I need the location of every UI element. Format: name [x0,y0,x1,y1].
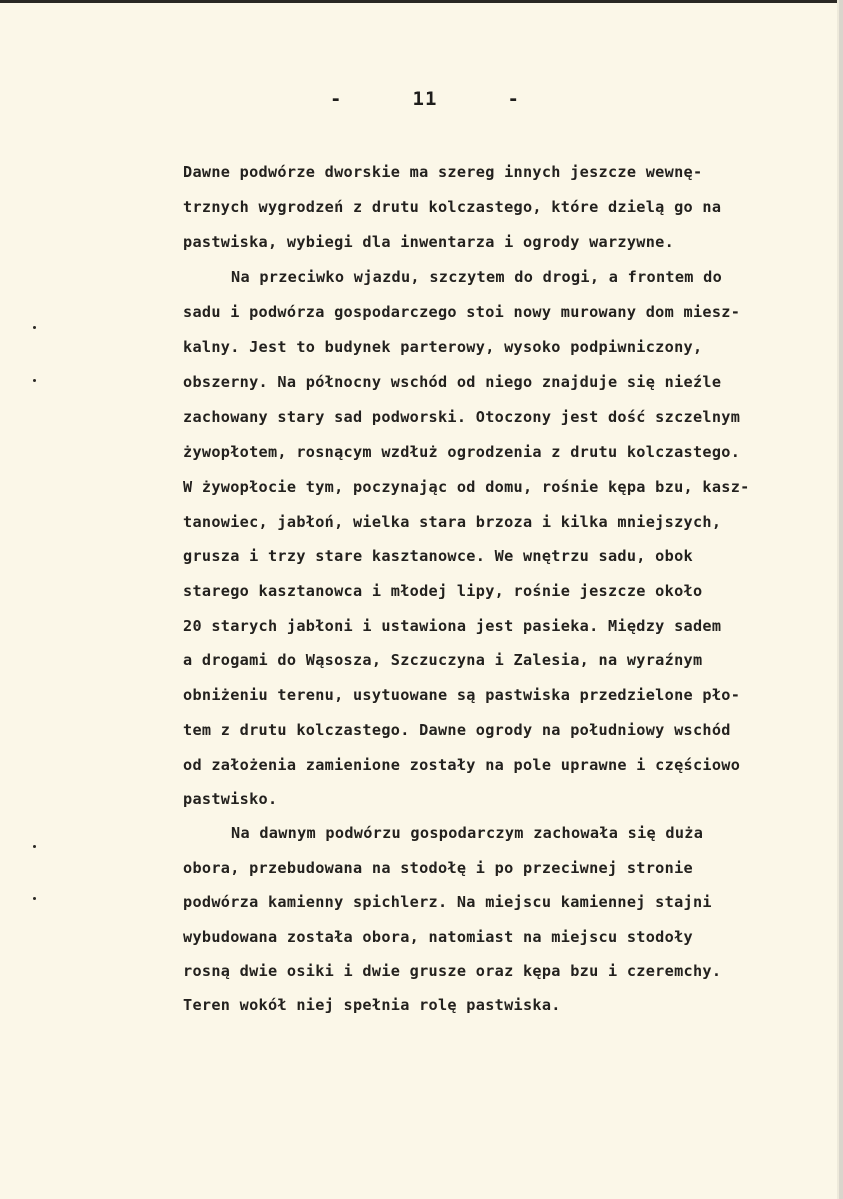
text-line: sadu i podwórza gospodarczego stoi nowy murowany dom miesz- [183,303,741,321]
text-line: zachowany stary sad podworski. Otoczony jest dość szczelnym [183,408,741,426]
page-right-edge [839,0,843,1199]
text-line: Na przeciwko wjazdu, szczytem do drogi, a frontem do [231,268,723,286]
text-line: pastwiska, wybiegi dla inwentarza i ogrody warzywne. [183,233,675,251]
text-line: od założenia zamienione zostały na pole uprawne i częściowo [183,756,741,774]
page-number-right-dash: - [507,88,520,110]
page-top-edge [0,0,843,3]
page-number [330,88,520,110]
text-line: tem z drutu kolczastego. Dawne ogrody na południowy wschód [183,721,731,739]
text-line: tanowiec, jabłoń, wielka stara brzoza i kilka mniejszych, [183,513,722,531]
page-number-value: 11 [412,88,438,110]
text-line: a drogami do Wąsosza, Szczuczyna i Zalesia, na wyraźnym [183,651,703,669]
text-line: żywopłotem, rosnącym wzdłuż ogrodzenia z drutu kolczastego. [183,443,741,461]
text-line: pastwisko. [183,790,278,808]
margin-dot [33,897,36,900]
text-line: obszerny. Na północny wschód od niego znajduje się nieźle [183,373,722,391]
text-line: podwórza kamienny spichlerz. Na miejscu kamiennej stajni [183,893,712,911]
margin-dot [33,379,36,382]
text-line: starego kasztanowca i młodej lipy, rośnie jeszcze około [183,582,703,600]
text-line: trznych wygrodzeń z drutu kolczastego, które dzielą go na [183,198,722,216]
text-line: obniżeniu terenu, usytuowane są pastwiska przedzielone pło- [183,686,741,704]
text-line: rosną dwie osiki i dwie grusze oraz kępa bzu i czeremchy. [183,962,722,980]
margin-dot [33,326,36,329]
text-line: obora, przebudowana na stodołę i po przeciwnej stronie [183,859,693,877]
page-number-left-dash: - [330,88,343,110]
text-line: wybudowana została obora, natomiast na miejscu stodoły [183,928,693,946]
text-line: W żywopłocie tym, poczynając od domu, rośnie kępa bzu, kasz- [183,478,750,496]
text-line: kalny. Jest to budynek parterowy, wysoko podpiwniczony, [183,338,703,356]
text-line: Na dawnym podwórzu gospodarczym zachowała się duża [231,824,704,842]
text-line: Dawne podwórze dworskie ma szereg innych jeszcze wewnę- [183,163,703,181]
text-line: 20 starych jabłoni i ustawiona jest pasieka. Między sadem [183,617,722,635]
text-line: grusza i trzy stare kasztanowce. We wnętrzu sadu, obok [183,547,693,565]
margin-dot [33,845,36,848]
text-line: Teren wokół niej spełnia rolę pastwiska. [183,996,561,1014]
